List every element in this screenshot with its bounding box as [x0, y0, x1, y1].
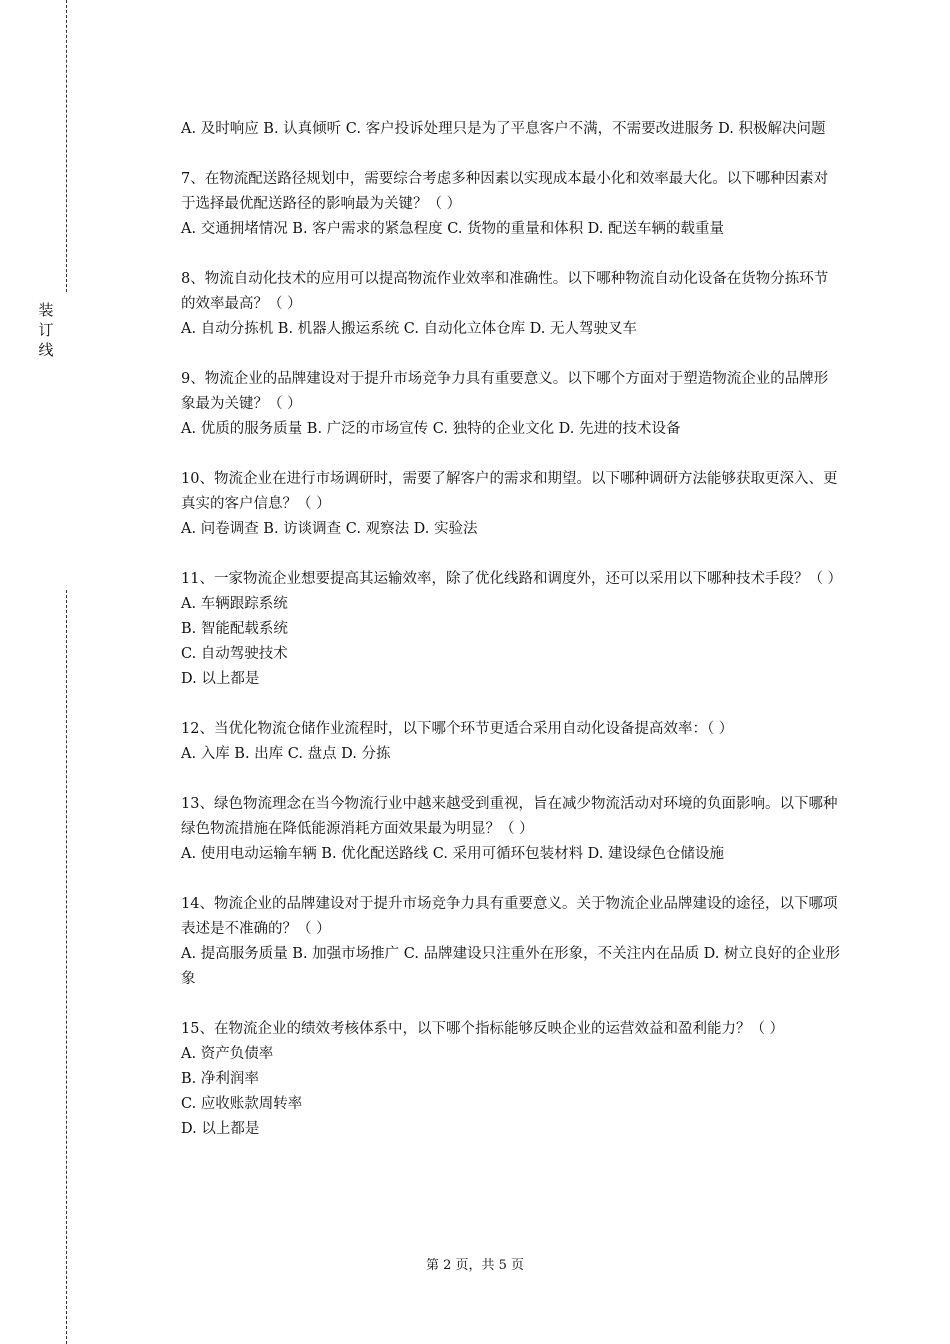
question-option-a: A. 资产负债率: [181, 1046, 274, 1062]
binding-char: 订: [38, 321, 54, 339]
question-15: [181, 1017, 841, 1142]
question-stem: 14、物流企业的品牌建设对于提升市场竞争力具有重要意义。关于物流企业品牌建设的途径，以下哪项表述是不准确的？（ ）: [181, 896, 838, 937]
question-stem: 11、一家物流企业想要提高其运输效率，除了优化线路和调度外，还可以采用以下哪种技术手段？（ ）: [181, 571, 843, 587]
question-option-d: D. 以上都是: [181, 671, 260, 687]
question-14: [181, 892, 841, 992]
question-options: A. 问卷调查 B. 访谈调查 C. 观察法 D. 实验法: [181, 521, 478, 537]
question-10: [181, 467, 841, 542]
binding-char: 线: [38, 341, 54, 359]
question-list: [181, 117, 841, 1167]
binding-label: [36, 300, 56, 360]
question-6-tail: [181, 117, 841, 142]
question-stem: 13、绿色物流理念在当今物流行业中越来越受到重视，旨在减少物流活动对环境的负面影响。以下哪种绿色物流措施在降低能源消耗方面效果最为明显？（ ）: [181, 796, 838, 837]
question-options: A. 入库 B. 出库 C. 盘点 D. 分拣: [181, 746, 391, 762]
question-7: [181, 167, 841, 242]
question-options: A. 使用电动运输车辆 B. 优化配送路线 C. 采用可循环包装材料 D. 建设绿色仓储设施: [181, 846, 725, 862]
question-option-d: D. 以上都是: [181, 1121, 260, 1137]
question-8: [181, 267, 841, 342]
question-options: A. 自动分拣机 B. 机器人搬运系统 C. 自动化立体仓库 D. 无人驾驶叉车: [181, 321, 638, 337]
question-9: [181, 367, 841, 442]
question-options: A. 提高服务质量 B. 加强市场推广 C. 品牌建设只注重外在形象，不关注内在品质 D. 树立良好的企业形象: [181, 946, 841, 987]
question-stem: 8、物流自动化技术的应用可以提高物流作业效率和准确性。以下哪种物流自动化设备在货物分拣环节的效率最高？（ ）: [181, 271, 829, 312]
question-option-b: B. 智能配载系统: [181, 621, 288, 637]
question-12: [181, 717, 841, 767]
question-11: [181, 567, 841, 692]
question-stem: 15、在物流企业的绩效考核体系中，以下哪个指标能够反映企业的运营效益和盈利能力？（ ）: [181, 1021, 785, 1037]
question-options: A. 及时响应 B. 认真倾听 C. 客户投诉处理只是为了平息客户不满，不需要改进服务 D. 积极解决问题: [181, 121, 826, 137]
page-footer: [0, 1256, 950, 1276]
question-option-c: C. 应收账款周转率: [181, 1096, 303, 1112]
question-options: A. 交通拥堵情况 B. 客户需求的紧急程度 C. 货物的重量和体积 D. 配送车辆的载重量: [181, 221, 725, 237]
question-option-a: A. 车辆跟踪系统: [181, 596, 288, 612]
question-stem: 7、在物流配送路径规划中，需要综合考虑多种因素以实现成本最小化和效率最大化。以下哪种因素对于选择最优配送路径的影响最为关键？（ ）: [181, 171, 829, 212]
page-number: 第 2 页，共 5 页: [425, 1258, 525, 1273]
question-13: [181, 792, 841, 867]
question-option-c: C. 自动驾驶技术: [181, 646, 288, 662]
binding-line-top: [66, 0, 67, 292]
question-options: A. 优质的服务质量 B. 广泛的市场宣传 C. 独特的企业文化 D. 先进的技术设备: [181, 421, 681, 437]
question-stem: 12、当优化物流仓储作业流程时，以下哪个环节更适合采用自动化设备提高效率：（ ）: [181, 721, 734, 737]
question-stem: 9、物流企业的品牌建设对于提升市场竞争力具有重要意义。以下哪个方面对于塑造物流企业的品牌形象最为关键？（ ）: [181, 371, 829, 412]
binding-line-bottom: [66, 590, 67, 1344]
question-stem: 10、物流企业在进行市场调研时，需要了解客户的需求和期望。以下哪种调研方法能够获取更深入、更真实的客户信息？（ ）: [181, 471, 838, 512]
binding-char: 装: [38, 301, 54, 319]
question-option-b: B. 净利润率: [181, 1071, 259, 1087]
